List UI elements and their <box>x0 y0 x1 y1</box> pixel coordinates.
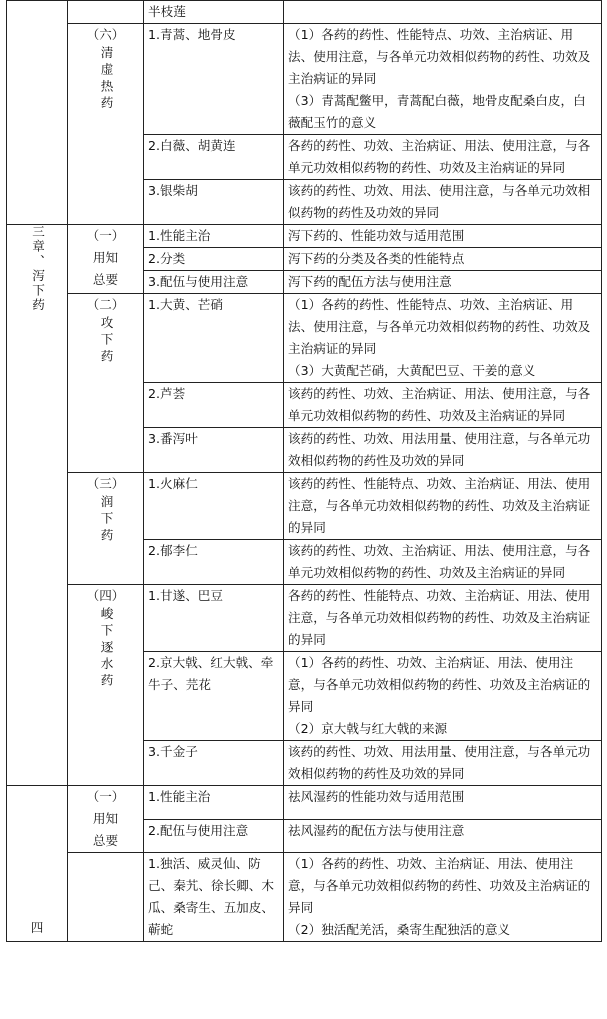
item-cell: 2.分类 <box>144 248 284 271</box>
item-cell: 1.火麻仁 <box>144 473 284 540</box>
requirement-cell: 该药的药性、功效、主治病证、用法、使用注意，与各单元功效相似药物的药性、功效及主治病证的异同 <box>284 540 602 585</box>
requirement-cell: 各药的药性、性能特点、功效、主治病证、用法、使用注意，与各单元功效相似药物的药性、功效及主治病证的异同 <box>284 585 602 652</box>
requirement-cell: 祛风湿药的配伍方法与使用注意 <box>284 819 602 853</box>
section-label: （六） <box>86 27 125 42</box>
item-cell: 3.配伍与使用注意 <box>144 271 284 294</box>
requirement-cell: 该药的药性、功效、主治病证、用法、使用注意，与各单元功效相似药物的药性、功效及主治病证的异同 <box>284 383 602 428</box>
requirement-cell: 泻下药的配伍方法与使用注意 <box>284 271 602 294</box>
requirement-line: （3）大黄配芒硝，大黄配巴豆、干姜的意义 <box>288 363 536 378</box>
chapter-title: 三章、泻下药 <box>30 225 45 313</box>
section-junxia <box>68 585 144 786</box>
section-gongxia <box>68 294 144 473</box>
requirement-line: （2）独活配羌活，桑寄生配独活的意义 <box>288 922 511 937</box>
item-cell: 1.独活、威灵仙、防己、秦艽、徐长卿、木瓜、桑寄生、五加皮、蕲蛇 <box>144 853 284 942</box>
item-cell: 半枝莲 <box>144 1 284 24</box>
item-cell: 1.大黄、芒硝 <box>144 294 284 383</box>
item-cell: 2.京大戟、红大戟、牵牛子、芫花 <box>144 652 284 741</box>
table-row <box>7 853 602 942</box>
requirement-line: （1）各药的药性、性能特点、功效、主治病证、用法、使用注意，与各单元功效相似药物的药性、功效及主治病证的异同 <box>288 27 591 86</box>
section-title: 峻下逐水药 <box>98 607 114 690</box>
requirement-cell: 该药的药性、性能特点、功效、主治病证、用法、使用注意，与各单元功效相似药物的药性、功效及主治病证的异同 <box>284 473 602 540</box>
requirement-cell <box>284 1 602 24</box>
section-title: 清虚热药 <box>98 46 114 113</box>
section-label: （一） <box>86 789 125 804</box>
item-cell: 1.性能主治 <box>144 786 284 820</box>
item-cell: 2.白薇、胡黄连 <box>144 135 284 180</box>
item-cell: 3.番泻叶 <box>144 428 284 473</box>
section-title: 用知总要 <box>92 811 119 848</box>
item-cell: 3.千金子 <box>144 741 284 786</box>
section-title: 润下药 <box>98 495 114 545</box>
requirement-cell <box>284 24 602 135</box>
section-cell-next <box>68 853 144 942</box>
table-row <box>7 786 602 820</box>
table-row <box>7 24 602 135</box>
requirement-line: （1）各药的药性、功效、主治病证、用法、使用注意，与各单元功效相似药物的药性、功效及主治病证的异同 <box>288 655 591 714</box>
chapter-3-cell <box>7 225 68 786</box>
item-cell: 2.配伍与使用注意 <box>144 819 284 853</box>
chapter-4-cell <box>7 786 68 942</box>
requirement-cell <box>284 652 602 741</box>
requirement-cell: 该药的药性、功效、用法用量、使用注意，与各单元功效相似药物的药性及功效的异同 <box>284 741 602 786</box>
item-cell: 1.性能主治 <box>144 225 284 248</box>
section-runxia <box>68 473 144 585</box>
item-cell: 1.甘遂、巴豆 <box>144 585 284 652</box>
section-label: （一） <box>86 228 125 243</box>
section-qufeng-general <box>68 786 144 853</box>
table-row <box>7 473 602 540</box>
syllabus-table <box>6 0 602 942</box>
table-row <box>7 225 602 248</box>
chapter-cell-prev <box>7 1 68 225</box>
requirement-cell: 泻下药的分类及各类的性能特点 <box>284 248 602 271</box>
table-row <box>7 1 602 24</box>
item-cell: 1.青蒿、地骨皮 <box>144 24 284 135</box>
section-label: （三） <box>86 476 125 491</box>
item-cell: 3.银柴胡 <box>144 180 284 225</box>
section-title: 攻下药 <box>98 316 114 366</box>
section-label: （二） <box>86 297 125 312</box>
requirement-cell: 该药的药性、功效、用法用量、使用注意，与各单元功效相似药物的药性及功效的异同 <box>284 428 602 473</box>
requirement-cell: 祛风湿药的性能功效与适用范围 <box>284 786 602 820</box>
section-label: （四） <box>86 588 125 603</box>
table-row <box>7 585 602 652</box>
requirement-cell <box>284 853 602 942</box>
requirement-line: （1）各药的药性、功效、主治病证、用法、使用注意，与各单元功效相似药物的药性、功效及主治病证的异同 <box>288 856 591 915</box>
section-qingxure <box>68 24 144 225</box>
requirement-cell: 各药的药性、功效、主治病证、用法、使用注意，与各单元功效相似药物的药性、功效及主治病证的异同 <box>284 135 602 180</box>
requirement-line: （1）各药的药性、性能特点、功效、主治病证、用法、使用注意，与各单元功效相似药物的药性、功效及主治病证的异同 <box>288 297 591 356</box>
requirement-cell: 泻下药的、性能功效与适用范围 <box>284 225 602 248</box>
chapter-title: 四 <box>30 920 44 935</box>
section-xiexia-general <box>68 225 144 294</box>
requirement-cell: 该药的药性、功效、用法、使用注意，与各单元功效相似药物的药性及功效的异同 <box>284 180 602 225</box>
requirement-cell <box>284 294 602 383</box>
section-cell-prev <box>68 1 144 24</box>
item-cell: 2.郁李仁 <box>144 540 284 585</box>
requirement-line: （3）青蒿配鳖甲，青蒿配白薇，地骨皮配桑白皮，白薇配玉竹的意义 <box>288 93 586 130</box>
section-title: 用知总要 <box>92 250 119 287</box>
table-row <box>7 294 602 383</box>
item-cell: 2.芦荟 <box>144 383 284 428</box>
requirement-line: （2）京大戟与红大戟的来源 <box>288 721 448 736</box>
